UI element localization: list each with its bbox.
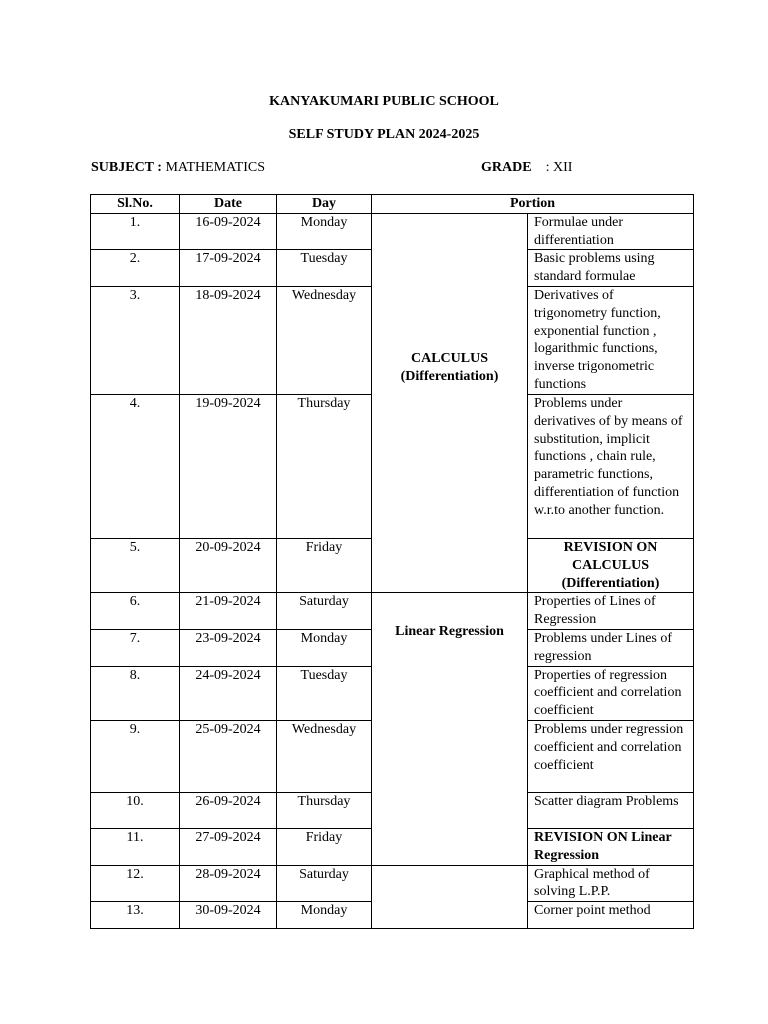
row-day: Monday	[277, 902, 372, 929]
row-portion: Basic problems using standard formulae	[528, 250, 694, 287]
row-portion: REVISION ON Linear Regression	[528, 828, 694, 865]
row-no: 11.	[91, 828, 180, 865]
row-portion: Properties of regression coefficient and correlation coefficient	[528, 666, 694, 720]
row-day: Tuesday	[277, 250, 372, 287]
header-date: Date	[180, 195, 277, 214]
row-no: 9.	[91, 720, 180, 792]
row-portion: REVISION ON CALCULUS (Differentiation)	[528, 538, 694, 592]
row-no: 12.	[91, 865, 180, 902]
topic-regression	[372, 593, 528, 865]
row-date: 23-09-2024	[180, 629, 277, 666]
row-day: Monday	[277, 629, 372, 666]
plan-title: SELF STUDY PLAN 2024-2025	[288, 127, 480, 142]
row-day: Monday	[277, 213, 372, 250]
row-portion: Scatter diagram Problems	[528, 792, 694, 828]
row-date: 30-09-2024	[180, 902, 277, 929]
row-day: Thursday	[277, 792, 372, 828]
row-portion: Derivatives of trigonometry function, exponential function , logarithmic functions, inverse trigonometric functions	[528, 286, 694, 394]
row-portion: Graphical method of solving L.P.P.	[528, 865, 694, 902]
grade-label: GRADE	[481, 160, 532, 175]
row-portion: Problems under derivatives of by means of substitution, implicit functions , chain rule, parametric functions, differentiation of function w.r.to another function.	[528, 394, 694, 538]
table-row	[91, 593, 694, 630]
row-day: Friday	[277, 538, 372, 592]
row-no: 13.	[91, 902, 180, 929]
row-date: 21-09-2024	[180, 593, 277, 630]
row-date: 16-09-2024	[180, 213, 277, 250]
row-date: 27-09-2024	[180, 828, 277, 865]
table-row	[91, 865, 694, 902]
row-day: Wednesday	[277, 286, 372, 394]
row-no: 6.	[91, 593, 180, 630]
row-date: 17-09-2024	[180, 250, 277, 287]
subject-line	[91, 160, 265, 176]
row-portion: Properties of Lines of Regression	[528, 593, 694, 630]
grade-value: : XII	[545, 160, 573, 175]
subject-label: SUBJECT :	[91, 160, 162, 175]
row-date: 24-09-2024	[180, 666, 277, 720]
row-portion: Formulae under differentiation	[528, 213, 694, 250]
header-day: Day	[277, 195, 372, 214]
row-day: Tuesday	[277, 666, 372, 720]
topic-regression-label: Linear Regression	[395, 623, 504, 639]
header-portion: Portion	[372, 195, 694, 214]
row-no: 5.	[91, 538, 180, 592]
row-no: 7.	[91, 629, 180, 666]
row-portion: Corner point method	[528, 902, 694, 929]
row-no: 4.	[91, 394, 180, 538]
row-no: 10.	[91, 792, 180, 828]
header-slno: Sl.No.	[91, 195, 180, 214]
topic-calculus-line2: (Differentiation)	[400, 369, 499, 385]
row-date: 25-09-2024	[180, 720, 277, 792]
row-date: 20-09-2024	[180, 538, 277, 592]
row-date: 19-09-2024	[180, 394, 277, 538]
row-day: Saturday	[277, 593, 372, 630]
row-portion: Problems under Lines of regression	[528, 629, 694, 666]
subject-value: MATHEMATICS	[165, 160, 266, 175]
row-portion: Problems under regression coefficient and correlation coefficient	[528, 720, 694, 792]
topic-calculus	[372, 213, 528, 593]
row-day: Saturday	[277, 865, 372, 902]
row-day: Wednesday	[277, 720, 372, 792]
topic-lpp	[372, 865, 528, 929]
study-plan-table	[90, 194, 694, 929]
row-date: 18-09-2024	[180, 286, 277, 394]
topic-calculus-line1: CALCULUS	[410, 351, 488, 367]
row-no: 3.	[91, 286, 180, 394]
grade-line	[481, 160, 572, 176]
table-row	[91, 213, 694, 250]
row-date: 28-09-2024	[180, 865, 277, 902]
row-day: Thursday	[277, 394, 372, 538]
row-date: 26-09-2024	[180, 792, 277, 828]
school-name: KANYAKUMARI PUBLIC SCHOOL	[269, 94, 499, 109]
row-no: 1.	[91, 213, 180, 250]
row-day: Friday	[277, 828, 372, 865]
row-no: 8.	[91, 666, 180, 720]
row-no: 2.	[91, 250, 180, 287]
table-header-row	[91, 195, 694, 214]
